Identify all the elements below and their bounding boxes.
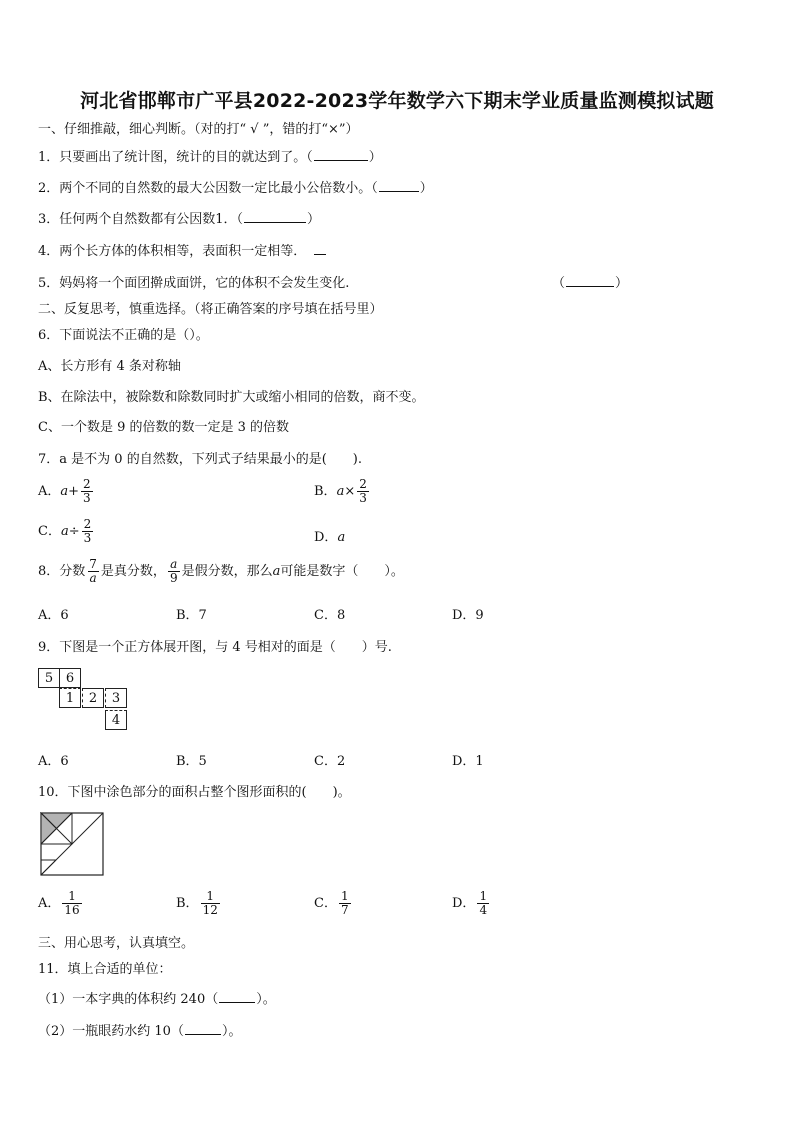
question-4 (38, 240, 327, 259)
answer-blank[interactable] (219, 990, 255, 1003)
net-cell-6: 6 (59, 668, 81, 688)
answer-blank[interactable] (314, 242, 326, 255)
bracket-close: ） (307, 212, 321, 227)
denominator: 7 (340, 903, 349, 917)
bracket-close: ） (615, 276, 629, 291)
option-label: A． (38, 484, 61, 499)
option-label: A． (38, 896, 61, 911)
net-cell-5: 5 (38, 668, 60, 688)
bracket-close: ）。 (256, 992, 276, 1007)
answer-blank[interactable] (244, 210, 306, 223)
denominator: 3 (83, 531, 92, 545)
question-4-text: 4．两个长方体的体积相等，表面积一定相等． (38, 244, 307, 259)
question-9-option-a: A．6 (38, 754, 69, 769)
option-label: D． (452, 896, 476, 911)
section-heading-2: 二、反复思考，慎重选择。（将正确答案的序号填在括号里） (38, 302, 383, 317)
question-2 (38, 177, 433, 196)
question-8-text: 可能是数字（ ）。 (280, 564, 404, 579)
question-8-option-d: D．9 (452, 608, 484, 623)
question-11: 11．填上合适的单位： (38, 962, 172, 977)
numerator: 2 (359, 477, 367, 491)
question-7-option-c (38, 518, 95, 545)
page-title: 河北省邯郸市广平县2022-2023学年数学六下期末学业质量监测模拟试题 (80, 90, 714, 112)
net-cell-1: 1 (59, 688, 81, 708)
option-expression: a× (336, 484, 356, 499)
answer-blank[interactable] (314, 148, 368, 161)
question-10-option-b (176, 890, 222, 917)
question-10-option-d (452, 890, 491, 917)
option-label: C． (38, 524, 61, 539)
numerator: 7 (89, 557, 97, 571)
question-9: 9．下图是一个正方体展开图，与 4 号相对的面是（ ）号. (38, 640, 392, 655)
denominator: 4 (479, 903, 488, 917)
fraction (201, 890, 220, 917)
option-label: B． (176, 896, 199, 911)
numerator: 2 (83, 517, 92, 531)
variable: a (272, 564, 281, 579)
bracket-open: （ (552, 276, 566, 291)
question-8-text: 是假分数，那么 (181, 564, 273, 579)
numerator: a (170, 557, 178, 571)
net-cell-3: 3 (105, 688, 127, 708)
denominator: 3 (83, 491, 91, 505)
bracket-close: ） (419, 181, 433, 196)
fraction (477, 890, 489, 917)
question-10: 10．下图中涂色部分的面积占整个图形面积的( )。 (38, 785, 351, 800)
question-7: 7．a 是不为 0 的自然数，下列式子结果最小的是( ). (38, 452, 362, 467)
denominator: 3 (359, 491, 367, 505)
question-2-text: 2．两个不同的自然数的最大公因数一定比最小公倍数小。（ (38, 181, 378, 196)
net-cell-2: 2 (82, 688, 104, 708)
answer-blank[interactable] (185, 1022, 221, 1035)
fraction (339, 890, 351, 917)
question-5 (38, 272, 349, 291)
question-8-option-c: C．8 (314, 608, 346, 623)
fraction (82, 518, 94, 545)
shaded-square-figure (40, 812, 104, 876)
fraction (62, 890, 81, 917)
question-11-part-2-text: （2）一瓶眼药水约 10（ (38, 1024, 184, 1039)
question-9-option-b: B．5 (176, 754, 207, 769)
question-9-option-d: D．1 (452, 754, 484, 769)
question-6-option-a: A、长方形有 4 条对称轴 (38, 359, 181, 374)
option-label: D． (314, 530, 338, 545)
question-3-text: 3．任何两个自然数都有公因数1．（ (38, 212, 244, 227)
question-10-option-a (38, 890, 84, 917)
section-heading-1: 一、仔细推敲，细心判断。（对的打“ √ ”，错的打“×”） (38, 122, 359, 137)
question-8-option-b: B．7 (176, 608, 207, 623)
option-label: C． (314, 896, 337, 911)
question-8-text: 是真分数， (100, 564, 166, 579)
numerator: 1 (340, 889, 349, 903)
numerator: 1 (479, 889, 488, 903)
question-1-text: 1．只要画出了统计图，统计的目的就达到了。（ (38, 150, 313, 165)
fraction (81, 478, 93, 505)
question-6: 6．下面说法不正确的是（）。 (38, 328, 209, 343)
question-11-part-2 (38, 1020, 241, 1039)
question-6-option-b: B、在除法中，被除数和除数同时扩大或缩小相同的倍数，商不变。 (38, 390, 425, 405)
question-7-option-b (314, 478, 371, 505)
fraction (357, 478, 369, 505)
question-5-text: 5．妈妈将一个面团擀成面饼，它的体积不会发生变化. (38, 276, 350, 291)
question-7-option-d (314, 526, 345, 545)
answer-blank[interactable] (566, 274, 614, 287)
option-expression: a (337, 530, 346, 545)
fraction (168, 558, 180, 585)
answer-blank[interactable] (379, 179, 419, 192)
denominator: 16 (64, 903, 80, 917)
question-6-option-c: C、一个数是 9 的倍数的数一定是 3 的倍数 (38, 420, 290, 435)
question-8-text: 8．分数 (38, 564, 86, 579)
bracket-close: ） (368, 150, 382, 165)
question-8 (38, 558, 404, 585)
section-heading-3: 三、用心思考，认真填空。 (38, 936, 195, 951)
question-11-part-1 (38, 988, 276, 1007)
question-9-option-c: C．2 (314, 754, 346, 769)
question-8-option-a: A．6 (38, 608, 69, 623)
net-cell-4: 4 (105, 710, 127, 730)
option-expression: a÷ (60, 524, 80, 539)
denominator: 12 (202, 903, 218, 917)
question-10-option-c (314, 890, 353, 917)
question-5-answer (552, 272, 628, 291)
numerator: 2 (83, 477, 91, 491)
question-1 (38, 146, 382, 165)
question-7-option-a (38, 478, 95, 505)
fraction (87, 558, 99, 585)
bracket-close: ）。 (221, 1024, 242, 1039)
inner-line (41, 860, 56, 875)
question-3 (38, 208, 320, 227)
denominator: a (89, 571, 97, 585)
option-label: B． (314, 484, 337, 499)
question-11-part-1-text: （1）一本字典的体积约 240（ (38, 992, 219, 1007)
denominator: 9 (169, 571, 178, 585)
numerator: 1 (206, 889, 215, 903)
numerator: 1 (68, 889, 76, 903)
option-expression: a+ (60, 484, 80, 499)
